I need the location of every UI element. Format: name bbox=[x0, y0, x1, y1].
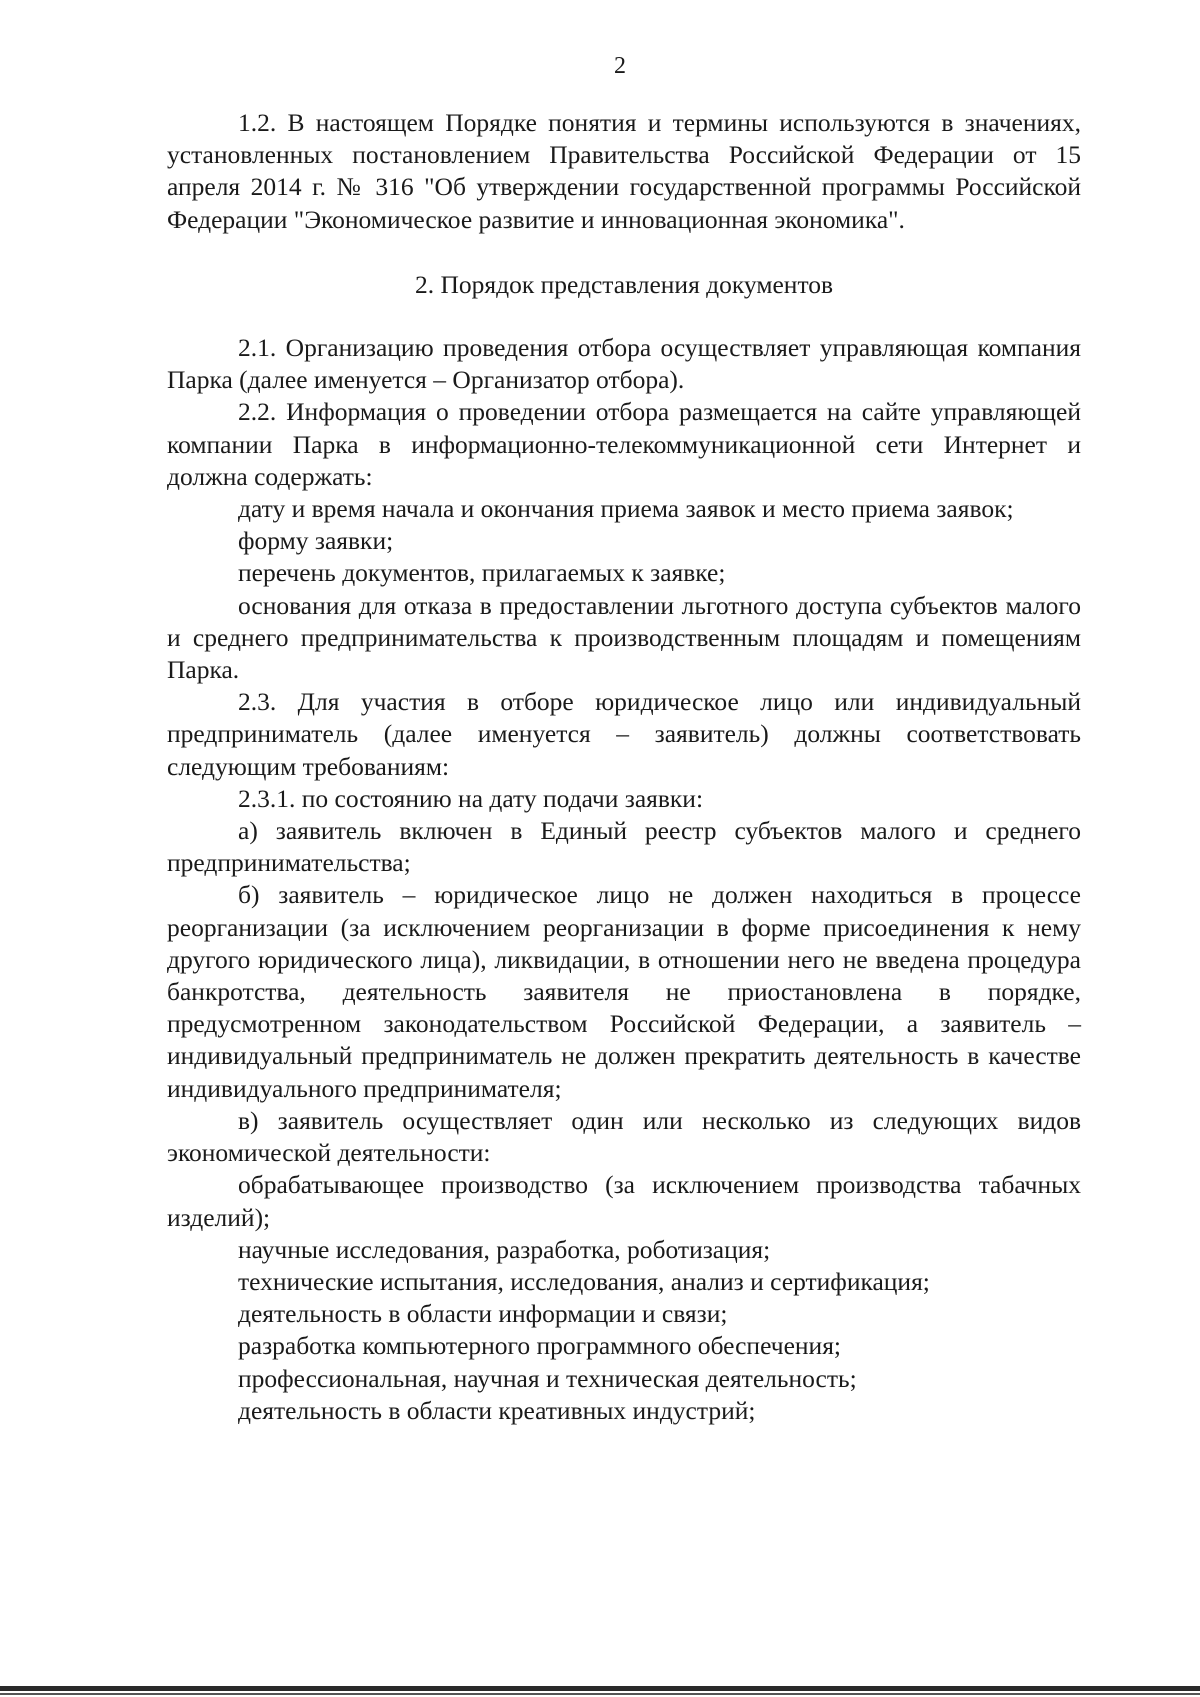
activity-information: деятельность в области информации и связи; bbox=[238, 1299, 728, 1329]
scan-bottom-edge-shadow bbox=[0, 1693, 1200, 1695]
section-heading-2: 2. Порядок представления документов bbox=[414, 269, 834, 299]
document-body bbox=[167, 107, 1081, 1427]
list-item-a: а) заявитель включен в Единый реестр субъектов малого и среднего предпринимательства; bbox=[167, 816, 1081, 878]
scan-bottom-edge bbox=[0, 1686, 1200, 1691]
list-item-refusal-grounds: основания для отказа в предоставлении льготного доступа субъектов малого и среднего предпринимательства к производственным площадям и помещениям Парка. bbox=[167, 590, 1081, 685]
list-item-dates: дату и время начала и окончания приема заявок и место приема заявок; bbox=[238, 494, 1014, 524]
list-item-form: форму заявки; bbox=[238, 526, 394, 556]
list-item-v: в) заявитель осуществляет один или несколько из следующих видов экономической деятельности: bbox=[167, 1105, 1081, 1168]
paragraph-2-1: 2.1. Организацию проведения отбора осуществляет управляющая компания Парка (далее именуется – Организатор отбора). bbox=[167, 333, 1081, 395]
activity-professional: профессиональная, научная и техническая деятельность; bbox=[238, 1363, 857, 1393]
activity-research: научные исследования, разработка, роботизация; bbox=[238, 1234, 771, 1264]
paragraph-2-3-1: 2.3.1. по состоянию на дату подачи заявки: bbox=[238, 783, 704, 813]
paragraph-2-2: 2.2. Информация о проведении отбора размещается на сайте управляющей компании Парка в информационно-телекоммуникационной сети Интернет и должна содержать: bbox=[167, 397, 1081, 491]
paragraph-2-3: 2.3. Для участия в отборе юридическое лицо или индивидуальный предприниматель (далее именуется – заявитель) должны соответствовать следующим требованиям: bbox=[167, 687, 1081, 781]
activity-manufacturing: обрабатывающее производство (за исключением производства табачных изделий); bbox=[167, 1170, 1081, 1232]
activity-creative: деятельность в области креативных индустрий; bbox=[238, 1395, 756, 1425]
list-item-b: б) заявитель – юридическое лицо не должен находиться в процессе реорганизации (за исключением реорганизации в форме присоединения к нему другого юридического лица), ликвидации, в отношении него не введена процедура банкротства, деятельность заявителя не приостановлена в порядке, предусмотренном законодательством Российской Федерации, а заявитель – индивидуальный предприниматель не должен прекратить деятельность в качестве индивидуального предпринимателя; bbox=[167, 880, 1081, 1103]
activity-testing: технические испытания, исследования, анализ и сертификация; bbox=[238, 1266, 930, 1296]
page-number: 2 bbox=[614, 53, 626, 79]
list-item-documents: перечень документов, прилагаемых к заявке; bbox=[238, 558, 726, 588]
paragraph-1-2: 1.2. В настоящем Порядке понятия и термины используются в значениях, установленных постановлением Правительства Российской Федерации от 15 апреля 2014 г. № 316 "Об утверждении государственной программы Российской Федерации "Экономическое развитие и инновационная экономика". bbox=[167, 108, 1081, 234]
activity-software: разработка компьютерного программного обеспечения; bbox=[238, 1331, 842, 1361]
